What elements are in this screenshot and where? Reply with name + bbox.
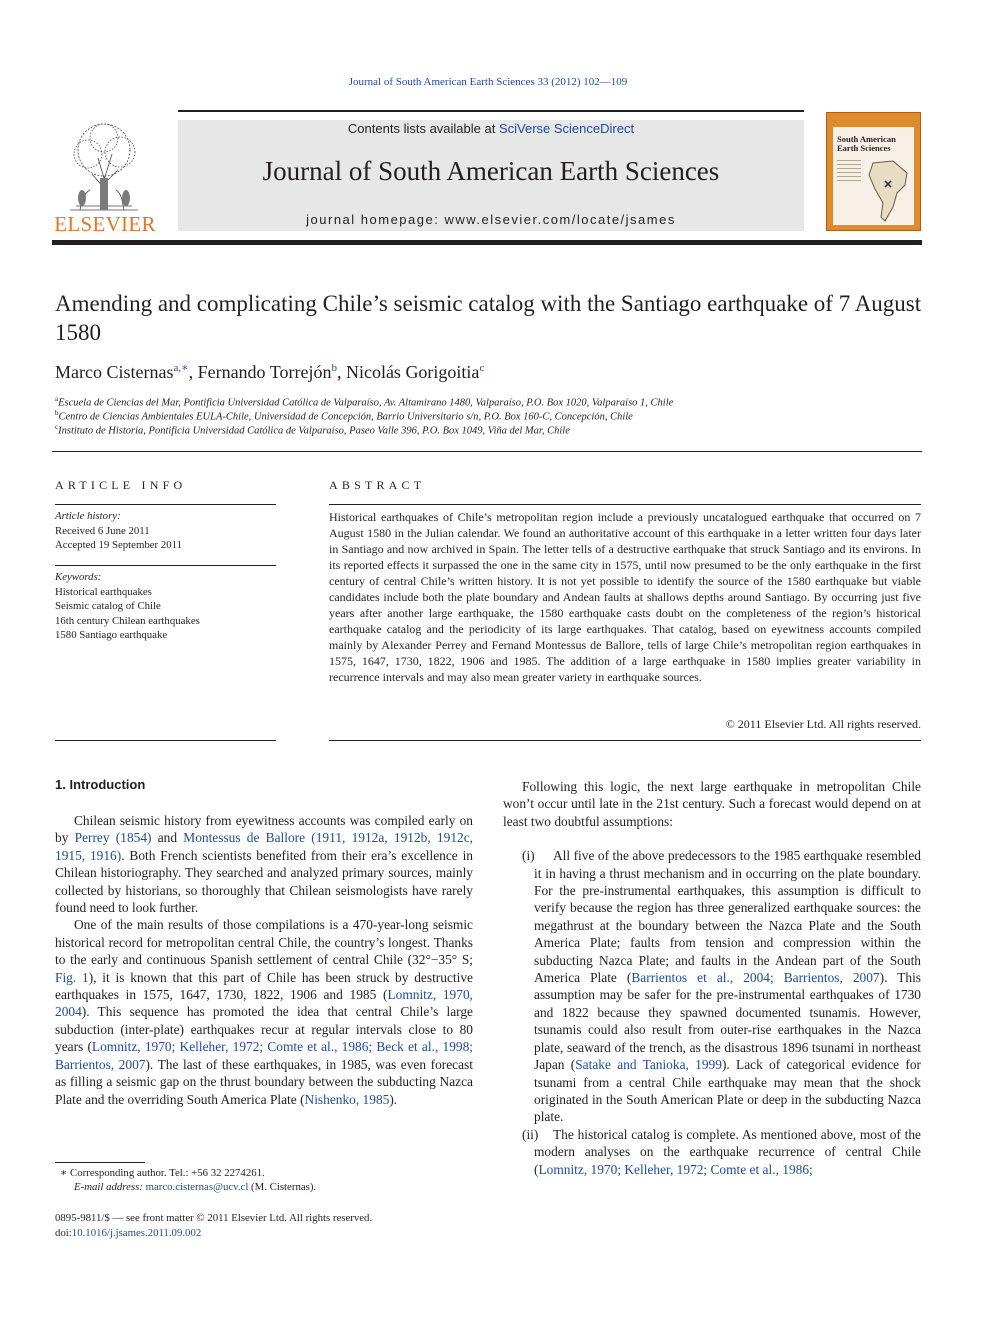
text-run: . Both French scientists benefited from their era’s excellence in Chilean historiography. They searched and analyzed primary sources, mainly collected by historians, so thoroughly that Chilean seismologists have rarely found need to look further.: [55, 847, 474, 916]
author-affiliation-mark[interactable]: c: [479, 362, 485, 374]
affiliation-c: [55, 423, 925, 437]
keywords-block: [55, 570, 276, 643]
affiliation-text: Instituto de Historia, Pontificia Universidad Católica de Valparaíso, Paseo Valle 396, P.O. Box 1049, Viña del Mar, Chile: [58, 425, 570, 437]
assumption-item-ii: [503, 1126, 921, 1178]
south-america-map-icon: [863, 159, 911, 223]
keyword: Historical earthquakes: [55, 585, 152, 598]
text-run: and: [151, 830, 184, 846]
article-info-heading: ARTICLE INFO: [55, 478, 187, 492]
intro-paragraph-3: [503, 778, 921, 830]
text-run: All five of the above predecessors to the 1985 earthquake resembled it in having a thrust mechanism and in occurring on the plate boundary. For the pre-instrumental earthquakes, this assumption is difficult to verify because the region has three generalized earthquake sources: the megathrust at the boundary between the Nazca Plate and the South America Plate; faults from tension and compression within the subducting Nazca Plate; and faults in the Andean part of the South America Plate (: [534, 848, 921, 986]
abstract-bottom-rule: [329, 740, 921, 741]
intro-paragraph-2: [55, 916, 473, 1107]
author-name: Marco Cisternas: [55, 362, 174, 382]
keyword: 1580 Santiago earthquake: [55, 629, 168, 641]
abstract-copyright: © 2011 Elsevier Ltd. All rights reserved.: [725, 717, 921, 731]
citation-link[interactable]: Lomnitz, 1970; Kelleher, 1972; Comte et al., 1986;: [538, 1161, 813, 1177]
citation-link[interactable]: Montessus de Ballore (1911, 1912a, 1912b, 1912c, 1915, 1916): [55, 830, 473, 863]
text-run: ), it is known that this part of Chile has been struck by destructive earthquakes in 1575, 1647, 1730, 1822, 1906 and 1985 (: [55, 969, 473, 1003]
author-affiliation-mark[interactable]: a,∗: [173, 362, 189, 374]
assumption-item-i: [503, 847, 921, 1126]
article-info-rule: [55, 504, 276, 505]
citation-link[interactable]: Perrey (1854): [74, 830, 152, 846]
list-number: (i): [522, 848, 535, 864]
list-number: (ii): [522, 1126, 539, 1142]
doi-line: [55, 1227, 201, 1239]
text-run: ). This assumption may be safer for the pre-instrumental earthquakes of 1730 and 1822 because they spawned documented tsunamis. However, tsunamis could also result from outer-rise earthquakes in the Nazca plate, seaward of the trench, as the disastrous 1896 tsunami in northeast Japan (: [534, 970, 922, 1073]
text-run: The historical catalog is complete. As mentioned above, most of the modern analyses on the earthquake recurrence of central Chile (: [534, 1126, 921, 1177]
citation-link[interactable]: Lomnitz, 1970, 2004: [55, 987, 473, 1020]
author-name: Fernando Torrejón: [197, 362, 332, 382]
author-separator: ,: [188, 362, 198, 382]
journal-citation[interactable]: Journal of South American Earth Sciences 33 (2012) 102—109: [348, 76, 628, 88]
abstract-heading: ABSTRACT: [329, 478, 426, 492]
affiliation-a: [55, 395, 925, 409]
keyword: Seismic catalog of Chile: [55, 600, 161, 612]
cover-panel: [833, 127, 914, 225]
email-suffix: (M. Cisternas).: [248, 1181, 317, 1193]
list-text: [534, 1127, 921, 1177]
abstract-text: Historical earthquakes of Chile’s metropolitan region include a previously uncatalogued earthquake that occurred on 7 August 1580 in the Julian calendar. We found an authoritative account of this earthquake in a letter written four days later in Santiago and now archived in Spain. The letter tells of a destructive earthquake that struck Santiago and its environs. In its reported effects it surpassed the one in the same city in 1575, until now presumed to be the only earthquake in the first century of central Chile’s written history. It is not yet possible to identify the source of the 1580 earthquake but viable candidates include both the plate boundary and Andean faults at shallows depths around Santiago. By occurring just five years after another large earthquake, the 1580 earthquake casts doubt on the completeness of the region’s historical earthquake catalog and the periodicity of its large earthquakes. That catalog, based on eyewitness accounts compiled mainly by Alexander Perrey and Fernand Montessus de Ballore, tells of large Chile’s metropolitan region earthquakes in 1575, 1647, 1730, 1822, 1906 and 1985. The addition of a large earthquake in 1580 implies greater variability in recurrence intervals and may also mean greater variety in earthquake sources.: [329, 510, 921, 684]
contents-available-line: [178, 121, 804, 136]
keyword: 16th century Chilean earthquakes: [55, 614, 200, 627]
article-history-label: Article history:: [55, 510, 121, 522]
text-run: One of the main results of those compilations is a 470-year-long seismic historical record for metropolitan central Chile, the country’s longest. Thanks to the early and continuous Spanish settlement of central Chile (32°−35° S;: [55, 917, 473, 968]
text-run: ). This sequence has promoted the idea that central Chile’s large subduction (inter-plate) earthquakes recur at regular intervals close to 80 years (: [55, 1004, 473, 1055]
affiliation-mark: a: [55, 395, 59, 403]
journal-title: Journal of South American Earth Sciences: [262, 156, 720, 186]
issn-front-matter: 0895-9811/$ — see front matter © 2011 Elsevier Ltd. All rights reserved.: [55, 1212, 373, 1224]
footnote-mark: ∗: [60, 1167, 68, 1179]
article-info-bottom-rule: [55, 740, 276, 741]
received-date: Received 6 June 2011: [55, 524, 150, 537]
citation-link[interactable]: Lomnitz, 1970; Kelleher, 1972; Comte et al., 1986; Beck et al., 1998; Barrientos, 2007: [55, 1039, 473, 1072]
article-title: Amending and complicating Chile’s seismic catalog with the Santiago earthquake of 7 August 1580: [55, 291, 922, 345]
journal-homepage[interactable]: journal homepage: www.elsevier.com/locate/jsames: [306, 212, 676, 227]
publisher-logo-text: ELSEVIER: [54, 212, 156, 236]
affiliation-text: Centro de Ciencias Ambientales EULA-Chile, Universidad de Concepción, Barrio Universitario s/n, P.O. Box 160-C, Concepción, Chile: [58, 411, 633, 423]
keywords-label: Keywords:: [55, 571, 102, 583]
corresponding-author-note: [60, 1166, 265, 1179]
list-text: [534, 848, 921, 1124]
text-run: Following this logic, the next large earthquake in metropolitan Chile won’t occur until late in the 21st century. Such a forecast would depend on at least two doubtful assumptions:: [503, 779, 921, 829]
affiliation-mark: c: [55, 423, 59, 431]
masthead-bottom-rule: [52, 240, 922, 245]
citation-link[interactable]: Satake and Tanioka, 1999: [575, 1057, 722, 1073]
abstract-rule: [329, 504, 921, 505]
cover-text-lines: [837, 157, 861, 184]
email-link[interactable]: marco.cisternas@ucv.cl: [145, 1181, 249, 1193]
text-run: ). The last of these earthquakes, in 1985, was even forecast as filling a seismic gap on the thrust boundary between the subducting Nazca Plate and the overriding South America Plate (: [55, 1056, 473, 1107]
text-run: ).: [389, 1091, 398, 1107]
corresponding-text: Corresponding author. Tel.: +56 32 2274261.: [67, 1167, 265, 1179]
contents-prefix: Contents lists available at: [347, 121, 499, 136]
body-left-column: [55, 812, 473, 1108]
sciencedirect-link[interactable]: SciVerse ScienceDirect: [498, 121, 635, 136]
author-separator: ,: [336, 362, 346, 382]
affiliation-mark: b: [55, 409, 59, 417]
journal-cover-thumbnail[interactable]: [826, 112, 921, 231]
keywords-rule: [55, 565, 276, 566]
body-right-column: [503, 778, 921, 1178]
citation-link[interactable]: Fig. 1: [55, 969, 89, 985]
author-affiliation-mark[interactable]: b: [331, 362, 337, 374]
affiliation-text: Escuela de Ciencias del Mar, Pontificia Universidad Católica de Valparaíso, Av. Altamirano 1480, Valparaíso, P.O. Box 1020, Valparaíso 1, Chile: [58, 397, 674, 409]
email-label: E-mail address:: [74, 1181, 143, 1193]
text-run: ). Lack of categorical evidence for tsunami from a central Chile earthquake may mean that the shock originated in the South American Plate or deep in the subducting Nazca plate.: [534, 1057, 921, 1125]
author-list: [55, 361, 925, 383]
accepted-date: Accepted 19 September 2011: [55, 539, 183, 551]
masthead-top-rule: [178, 110, 804, 112]
article-history: [55, 509, 276, 553]
intro-paragraph-1: [55, 812, 473, 916]
citation-link[interactable]: Barrientos et al., 2004; Barrientos, 2007: [631, 970, 880, 986]
section-heading-introduction: 1. Introduction: [55, 777, 146, 792]
header-divider: [52, 451, 922, 452]
affiliation-b: [55, 409, 925, 423]
cover-title: South American Earth Sciences: [837, 134, 896, 153]
doi-prefix: doi:: [55, 1227, 72, 1239]
citation-link[interactable]: Nishenko, 1985: [304, 1091, 390, 1107]
author-name: Nicolás Gorigoitia: [345, 362, 480, 382]
doi-link[interactable]: 10.1016/j.jsames.2011.09.002: [71, 1227, 202, 1239]
footnote-rule: [55, 1162, 145, 1163]
text-run: Chilean seismic history from eyewitness accounts was compiled early on by: [55, 813, 473, 846]
email-note: [74, 1181, 316, 1193]
